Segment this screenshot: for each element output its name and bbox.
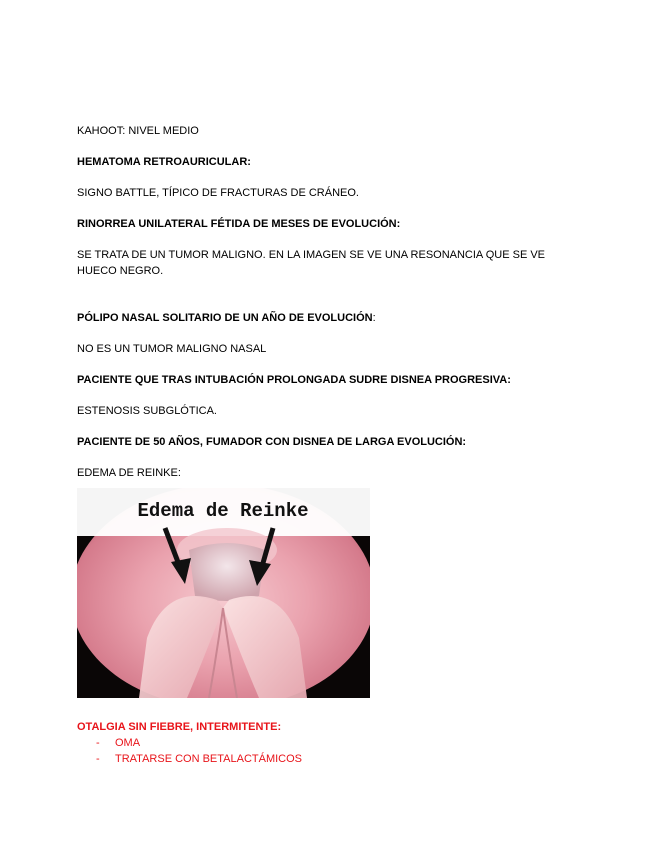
larynx-illustration bbox=[77, 488, 370, 698]
list-item-text: TRATARSE CON BETALACTÁMICOS bbox=[115, 753, 303, 765]
image-caption: Edema de Reinke bbox=[137, 500, 309, 522]
answer-4: ESTENOSIS SUBGLÓTICA. bbox=[77, 405, 217, 417]
answer-2: SE TRATA DE UN TUMOR MALIGNO. EN LA IMAGEN SE VE UNA RESONANCIA QUE SE VE HUECO NEGRO. bbox=[77, 249, 546, 277]
list-item bbox=[96, 751, 302, 767]
list-item bbox=[96, 735, 140, 751]
question-3-colon: : bbox=[372, 312, 376, 324]
question-3-text: PÓLIPO NASAL SOLITARIO DE UN AÑO DE EVOLUCIÓN bbox=[77, 312, 373, 324]
answer-5: EDEMA DE REINKE: bbox=[77, 467, 181, 479]
reinke-edema-image bbox=[77, 488, 370, 698]
bullet-marker: - bbox=[96, 737, 100, 749]
list-item-text: OMA bbox=[115, 737, 141, 749]
bullet-marker: - bbox=[96, 753, 100, 765]
question-2: RINORREA UNILATERAL FÉTIDA DE MESES DE EVOLUCIÓN: bbox=[77, 218, 401, 230]
answer-1: SIGNO BATTLE, TÍPICO DE FRACTURAS DE CRÁNEO. bbox=[77, 187, 359, 199]
question-1: HEMATOMA RETROAURICULAR: bbox=[77, 156, 251, 168]
answer-3: NO ES UN TUMOR MALIGNO NASAL bbox=[77, 343, 267, 355]
question-6: OTALGIA SIN FIEBRE, INTERMITENTE: bbox=[77, 721, 282, 733]
question-3 bbox=[77, 310, 376, 326]
question-4: PACIENTE QUE TRAS INTUBACIÓN PROLONGADA SUDRE DISNEA PROGRESIVA: bbox=[77, 374, 511, 386]
question-5: PACIENTE DE 50 AÑOS, FUMADOR CON DISNEA DE LARGA EVOLUCIÓN: bbox=[77, 436, 467, 448]
doc-heading: KAHOOT: NIVEL MEDIO bbox=[77, 125, 199, 137]
